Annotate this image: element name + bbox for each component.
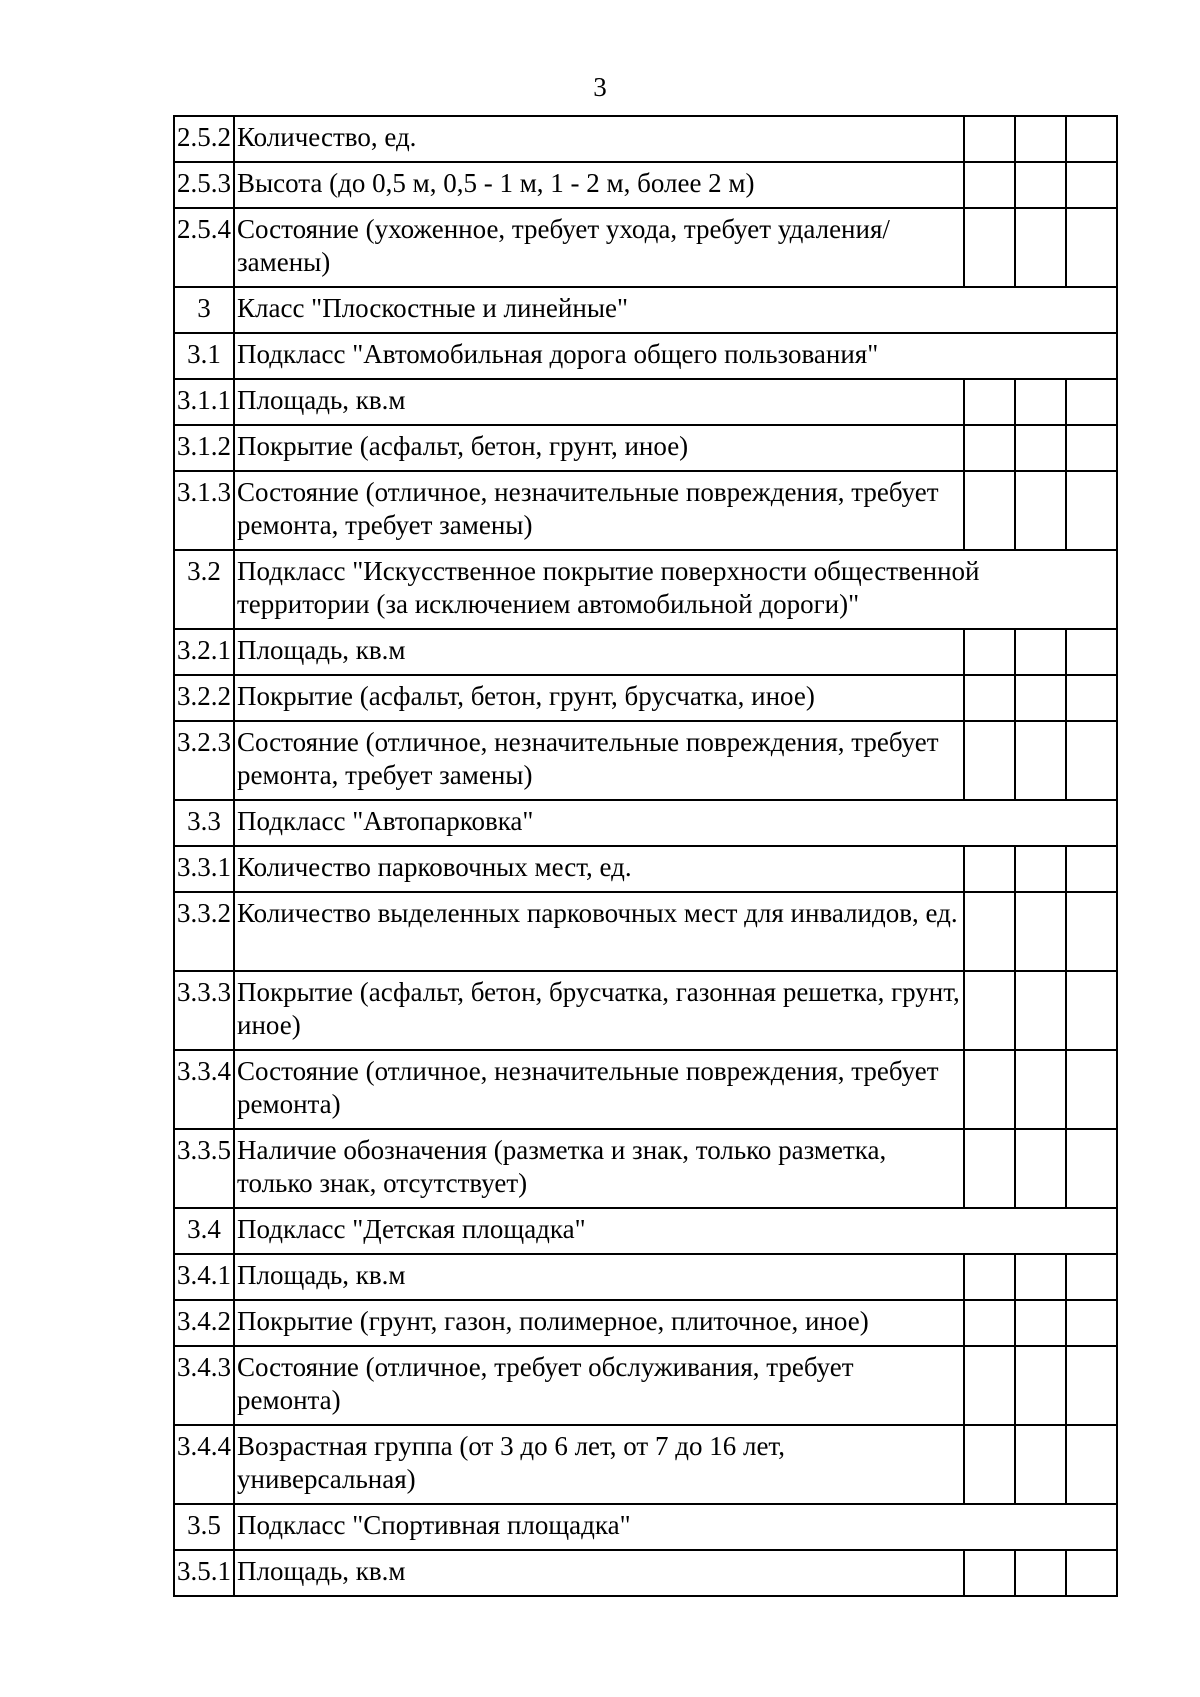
row-description: Возрастная группа (от 3 до 6 лет, от 7 до 16 лет, универсальная) (234, 1425, 964, 1504)
entry-cell-3[interactable] (1066, 846, 1117, 892)
section-title: Подкласс "Детская площадка" (234, 1208, 1117, 1254)
entry-cell-2[interactable] (1015, 629, 1066, 675)
section-row (174, 287, 1117, 333)
entry-cell-2[interactable] (1015, 1346, 1066, 1425)
row-number: 3.4 (174, 1208, 234, 1254)
table-row (174, 162, 1117, 208)
row-number: 3 (174, 287, 234, 333)
entry-cell-3[interactable] (1066, 675, 1117, 721)
entry-cell-2[interactable] (1015, 379, 1066, 425)
entry-cell-2[interactable] (1015, 846, 1066, 892)
row-number: 3.2.3 (174, 721, 234, 800)
entry-cell-1[interactable] (964, 1346, 1015, 1425)
row-number: 3.4.2 (174, 1300, 234, 1346)
row-description: Количество, ед. (234, 116, 964, 162)
row-description: Состояние (ухоженное, требует ухода, требует удаления/замены) (234, 208, 964, 287)
entry-cell-3[interactable] (1066, 971, 1117, 1050)
table-row (174, 379, 1117, 425)
form-table (173, 115, 1118, 1597)
entry-cell-2[interactable] (1015, 892, 1066, 971)
entry-cell-1[interactable] (964, 425, 1015, 471)
row-description: Покрытие (асфальт, бетон, грунт, брусчатка, иное) (234, 675, 964, 721)
entry-cell-1[interactable] (964, 1129, 1015, 1208)
table-row (174, 1254, 1117, 1300)
entry-cell-3[interactable] (1066, 1425, 1117, 1504)
entry-cell-2[interactable] (1015, 1050, 1066, 1129)
entry-cell-2[interactable] (1015, 162, 1066, 208)
row-description: Площадь, кв.м (234, 1550, 964, 1596)
entry-cell-2[interactable] (1015, 116, 1066, 162)
row-number: 3.1.3 (174, 471, 234, 550)
entry-cell-3[interactable] (1066, 629, 1117, 675)
entry-cell-3[interactable] (1066, 471, 1117, 550)
entry-cell-1[interactable] (964, 1300, 1015, 1346)
row-number: 3.5 (174, 1504, 234, 1550)
row-description: Покрытие (грунт, газон, полимерное, плиточное, иное) (234, 1300, 964, 1346)
entry-cell-1[interactable] (964, 721, 1015, 800)
table-row (174, 629, 1117, 675)
entry-cell-3[interactable] (1066, 208, 1117, 287)
section-row (174, 800, 1117, 846)
table-row (174, 1050, 1117, 1129)
table-body (174, 116, 1117, 1596)
entry-cell-1[interactable] (964, 1425, 1015, 1504)
table-row (174, 1425, 1117, 1504)
table-row (174, 1550, 1117, 1596)
table-row (174, 721, 1117, 800)
table-row (174, 675, 1117, 721)
entry-cell-2[interactable] (1015, 1254, 1066, 1300)
entry-cell-1[interactable] (964, 471, 1015, 550)
table-row (174, 116, 1117, 162)
entry-cell-2[interactable] (1015, 721, 1066, 800)
entry-cell-3[interactable] (1066, 116, 1117, 162)
row-number: 3.2 (174, 550, 234, 629)
section-title: Подкласс "Автопарковка" (234, 800, 1117, 846)
row-description: Покрытие (асфальт, бетон, брусчатка, газонная решетка, грунт, иное) (234, 971, 964, 1050)
row-number: 3.4.4 (174, 1425, 234, 1504)
entry-cell-3[interactable] (1066, 1050, 1117, 1129)
entry-cell-2[interactable] (1015, 1129, 1066, 1208)
entry-cell-1[interactable] (964, 675, 1015, 721)
row-number: 3.3.5 (174, 1129, 234, 1208)
table-row (174, 846, 1117, 892)
entry-cell-1[interactable] (964, 379, 1015, 425)
table-row (174, 471, 1117, 550)
entry-cell-2[interactable] (1015, 425, 1066, 471)
entry-cell-2[interactable] (1015, 208, 1066, 287)
row-number: 3.1.2 (174, 425, 234, 471)
row-number: 3.4.3 (174, 1346, 234, 1425)
entry-cell-2[interactable] (1015, 1300, 1066, 1346)
table-row (174, 892, 1117, 971)
row-number: 3.3 (174, 800, 234, 846)
entry-cell-3[interactable] (1066, 425, 1117, 471)
entry-cell-1[interactable] (964, 162, 1015, 208)
row-number: 3.4.1 (174, 1254, 234, 1300)
row-description: Площадь, кв.м (234, 379, 964, 425)
row-description: Высота (до 0,5 м, 0,5 - 1 м, 1 - 2 м, более 2 м) (234, 162, 964, 208)
row-description: Состояние (отличное, требует обслуживания, требует ремонта) (234, 1346, 964, 1425)
entry-cell-3[interactable] (1066, 1550, 1117, 1596)
row-number: 3.5.1 (174, 1550, 234, 1596)
entry-cell-1[interactable] (964, 892, 1015, 971)
section-row (174, 550, 1117, 629)
entry-cell-3[interactable] (1066, 379, 1117, 425)
section-title: Подкласс "Искусственное покрытие поверхности общественной территории (за исключением автомобильной дороги)" (234, 550, 1117, 629)
section-title: Класс "Плоскостные и линейные" (234, 287, 1117, 333)
row-description: Площадь, кв.м (234, 1254, 964, 1300)
section-row (174, 333, 1117, 379)
row-number: 3.3.3 (174, 971, 234, 1050)
entry-cell-3[interactable] (1066, 721, 1117, 800)
row-number: 3.1.1 (174, 379, 234, 425)
row-description: Площадь, кв.м (234, 629, 964, 675)
page-number: 3 (593, 72, 607, 102)
entry-cell-2[interactable] (1015, 1425, 1066, 1504)
row-number: 2.5.4 (174, 208, 234, 287)
row-description: Количество выделенных парковочных мест для инвалидов, ед. (234, 892, 964, 971)
entry-cell-3[interactable] (1066, 1129, 1117, 1208)
entry-cell-2[interactable] (1015, 971, 1066, 1050)
table-row (174, 208, 1117, 287)
section-title: Подкласс "Автомобильная дорога общего пользования" (234, 333, 1117, 379)
entry-cell-1[interactable] (964, 1254, 1015, 1300)
entry-cell-1[interactable] (964, 1050, 1015, 1129)
entry-cell-3[interactable] (1066, 1346, 1117, 1425)
entry-cell-1[interactable] (964, 971, 1015, 1050)
entry-cell-2[interactable] (1015, 1550, 1066, 1596)
row-number: 3.2.1 (174, 629, 234, 675)
row-number: 3.1 (174, 333, 234, 379)
entry-cell-3[interactable] (1066, 1254, 1117, 1300)
entry-cell-2[interactable] (1015, 675, 1066, 721)
row-number: 3.3.1 (174, 846, 234, 892)
table-row (174, 971, 1117, 1050)
row-number: 3.2.2 (174, 675, 234, 721)
entry-cell-2[interactable] (1015, 471, 1066, 550)
entry-cell-1[interactable] (964, 208, 1015, 287)
row-description: Количество парковочных мест, ед. (234, 846, 964, 892)
row-description: Состояние (отличное, незначительные повреждения, требует ремонта) (234, 1050, 964, 1129)
table-row (174, 425, 1117, 471)
table-row (174, 1129, 1117, 1208)
table-row (174, 1300, 1117, 1346)
row-number: 3.3.2 (174, 892, 234, 971)
entry-cell-1[interactable] (964, 846, 1015, 892)
row-number: 2.5.3 (174, 162, 234, 208)
entry-cell-3[interactable] (1066, 892, 1117, 971)
row-description: Покрытие (асфальт, бетон, грунт, иное) (234, 425, 964, 471)
section-title: Подкласс "Спортивная площадка" (234, 1504, 1117, 1550)
entry-cell-3[interactable] (1066, 1300, 1117, 1346)
row-number: 3.3.4 (174, 1050, 234, 1129)
entry-cell-1[interactable] (964, 116, 1015, 162)
row-description: Состояние (отличное, незначительные повреждения, требует ремонта, требует замены) (234, 721, 964, 800)
row-description: Состояние (отличное, незначительные повреждения, требует ремонта, требует замены) (234, 471, 964, 550)
section-row (174, 1504, 1117, 1550)
entry-cell-1[interactable] (964, 1550, 1015, 1596)
section-row (174, 1208, 1117, 1254)
row-number: 2.5.2 (174, 116, 234, 162)
table-row (174, 1346, 1117, 1425)
entry-cell-1[interactable] (964, 629, 1015, 675)
row-description: Наличие обозначения (разметка и знак, только разметка, только знак, отсутствует) (234, 1129, 964, 1208)
entry-cell-3[interactable] (1066, 162, 1117, 208)
